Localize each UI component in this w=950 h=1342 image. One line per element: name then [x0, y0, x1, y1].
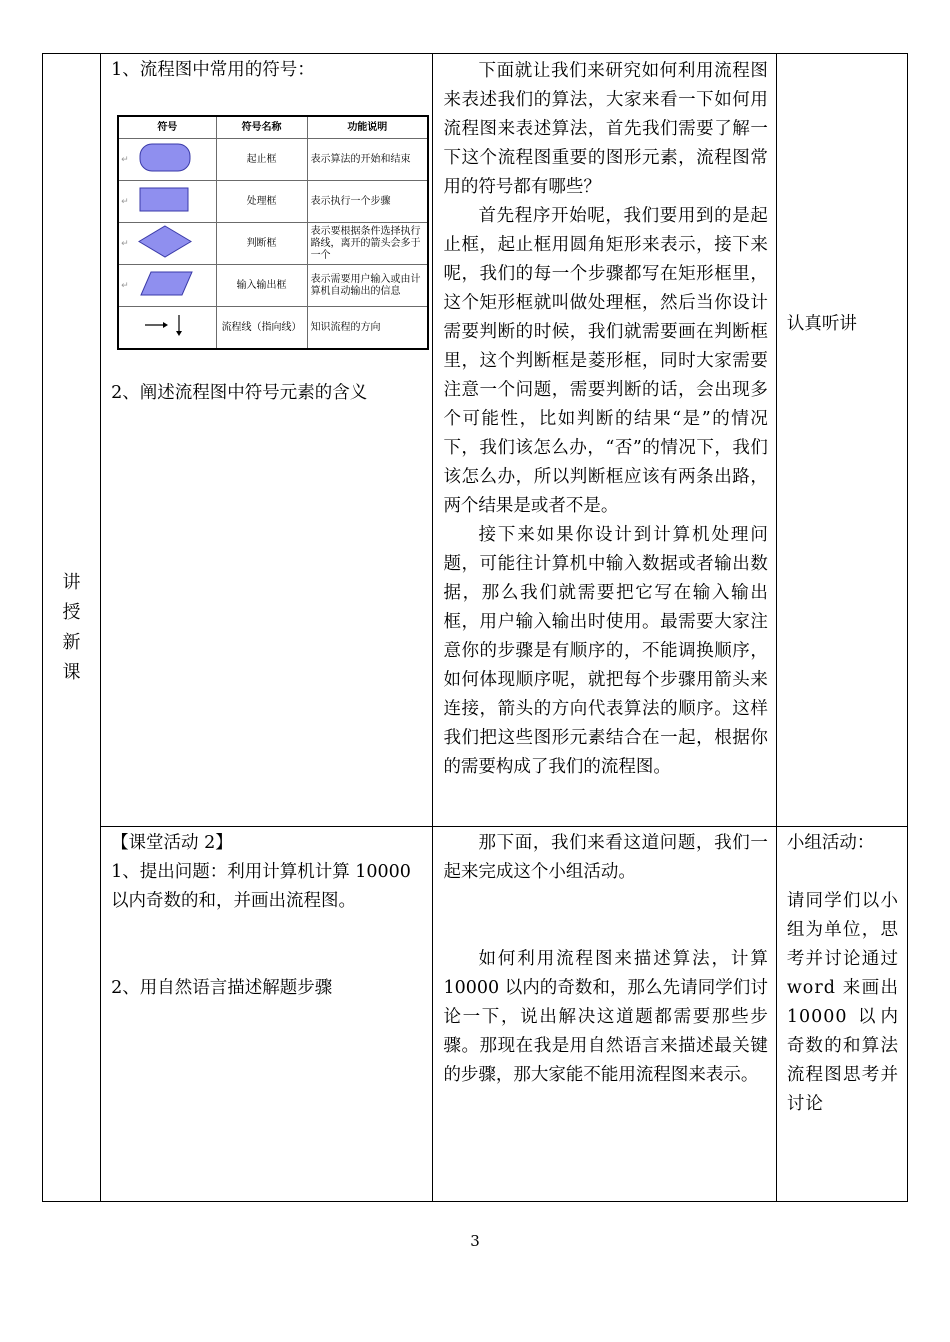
symbol-header-desc: 功能说明 [307, 116, 428, 139]
symbol-name: 输入输出框 [216, 265, 307, 307]
lesson-row-symbols [43, 54, 908, 827]
student-activity-text: 请同学们以小组为单位，思考并讨论通过 word 来画出 10000 以内奇数的和算法流程图思考并讨论 [786, 891, 899, 1114]
lesson-plan-table [42, 53, 908, 1202]
activity-title: 【课堂活动 2】 [111, 833, 233, 853]
paragraph-mark: ↵ [121, 154, 129, 165]
process-symbol [119, 181, 217, 218]
symbol-desc: 表示需要用户输入或由计算机自动输出的信息 [307, 265, 428, 307]
symbol-table-header [118, 116, 428, 139]
student-activity-title: 小组活动： [786, 833, 875, 853]
symbol-desc: 表示要根据条件选择执行路线，离开的箭头会多于一个 [307, 223, 428, 265]
symbol-shape-cell [118, 265, 216, 307]
section-label-char: 课 [62, 661, 81, 683]
symbol-figure [111, 109, 431, 337]
symbol-shape-cell [118, 181, 216, 223]
activity-item-1: 1、提出问题：利用计算机计算 10000以内奇数的和，并画出流程图。 [111, 862, 411, 911]
symbol-header-name: 符号名称 [216, 116, 307, 139]
teacher-paragraph: 如何利用流程图来描述算法，计算 10000 以内的奇数和，那么先请同学们讨论一下，说出解决这道题都需要那些步骤。那现在我是用自然语言来描述最关键的步骤，那大家能不能用流程图来表示。 [443, 949, 768, 1085]
section-label-char: 讲 [62, 571, 81, 593]
paragraph-mark: ↵ [121, 238, 129, 249]
symbol-row-io [118, 265, 428, 307]
teacher-cell-1 [433, 54, 776, 827]
section-label-char: 新 [62, 631, 81, 653]
student-activity: 认真听讲 [786, 314, 857, 334]
paragraph-mark: ↵ [121, 280, 129, 291]
symbol-table [117, 115, 429, 350]
teacher-paragraph: 接下来如果你设计到计算机处理问题，可能往计算机中输入数据或者输出数据，那么我们就需要把它写在输入输出框，用户输入输出时使用。最需要大家注意你的步骤是有顺序的，不能调换顺序，如何体现顺序呢，就把每个步骤用箭头来连接，箭头的方向代表算法的顺序。这样我们把这些图形元素结合在一起，根据你的需要构成了我们的流程图。 [443, 525, 768, 777]
activity-item-2: 2、用自然语言描述解题步骤 [111, 978, 333, 998]
content-cell-2 [101, 827, 433, 1202]
teacher-paragraph: 下面就让我们来研究如何利用流程图来表述我们的算法，大家来看一下如何用流程图来表述算法，首先我们需要了解一下这个流程图重要的图形元素，流程图常用的符号都有哪些？ [443, 61, 768, 197]
symbol-desc: 表示执行一个步骤 [307, 181, 428, 223]
io-symbol [119, 265, 217, 302]
content-item-1: 1、流程图中常用的符号： [111, 60, 315, 80]
symbol-header-symbol: 符号 [118, 116, 216, 139]
content-item-2: 2、阐述流程图中符号元素的含义 [111, 383, 368, 403]
teacher-paragraph: 首先程序开始呢，我们要用到的是起止框，起止框用圆角矩形来表示，接下来呢，我们的每一个步骤都写在矩形框里，这个矩形框就叫做处理框，然后当你设计需要判断的时候，我们就需要画在判断框里，这个判断框是菱形框，同时大家需要注意一个问题，需要判断的话，会出现多个可能性，比如判断的结果“是”的情况下，我们该怎么办，“否”的情况下，我们该怎么办，所以判断框应该有两条出路，两个结果是或者不是。 [443, 206, 768, 516]
symbol-name: 流程线（指向线） [216, 307, 307, 350]
symbol-name: 处理框 [216, 181, 307, 223]
symbol-row-process [118, 181, 428, 223]
symbol-desc: 表示算法的开始和结束 [307, 139, 428, 181]
content-cell-1 [101, 54, 433, 827]
symbol-shape-cell [118, 223, 216, 265]
symbol-shape-cell [118, 139, 216, 181]
symbol-name: 判断框 [216, 223, 307, 265]
section-label-cell [43, 54, 101, 1202]
symbol-desc: 知识流程的方向 [307, 307, 428, 350]
section-label [62, 568, 82, 688]
symbol-row-decision [118, 223, 428, 265]
teacher-paragraph: 那下面，我们来看这道问题，我们一起来完成这个小组活动。 [443, 833, 768, 882]
student-cell-2 [776, 827, 907, 1202]
terminal-symbol [119, 139, 217, 176]
section-label-char: 授 [62, 601, 81, 623]
decision-symbol [119, 223, 217, 260]
symbol-row-terminal [118, 139, 428, 181]
lesson-row-activity [43, 827, 908, 1202]
student-cell-1 [776, 54, 907, 827]
paragraph-mark: ↵ [121, 196, 129, 207]
symbol-row-flowline [118, 307, 428, 350]
teacher-cell-2 [433, 827, 776, 1202]
page-number: 3 [470, 1232, 480, 1250]
symbol-name: 起止框 [216, 139, 307, 181]
flowline-symbol [119, 307, 217, 344]
symbol-shape-cell [118, 307, 216, 350]
